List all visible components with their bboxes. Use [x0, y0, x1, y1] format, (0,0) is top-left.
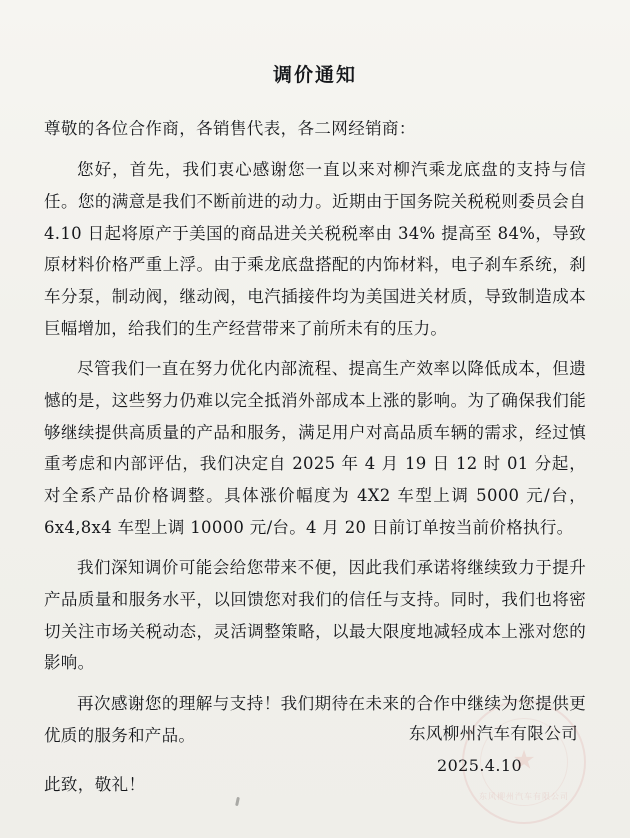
paragraph-4: 再次感谢您的理解与支持！我们期待在未来的合作中继续为您提供更优质的服务和产品。 — [44, 694, 586, 745]
signature-block — [409, 717, 578, 782]
page-title: 调价通知 — [272, 64, 357, 86]
paper-speck — [235, 797, 240, 806]
signature-date: 2025.4.10 — [437, 756, 523, 775]
stamp-star-icon: ★ — [512, 745, 536, 776]
paragraph-2: 尽管我们一直在努力优化内部流程、提高生产效率以降低成本，但遗憾的是，这些努力仍难以完全抵消外部成本上涨的影响。为了确保我们能够继续提供高质量的产品和服务，满足用户对高品质车辆的需求，经过慎重考虑和内部评估，我们决定自 2025 年 4 月 19 日 12 时 01 分起，对全系产品价格调整。具体涨价幅度为 4X2 车型上调 5000 元/台，6x4,8x4 车型上调 10000 元/台。4 月 20 日前订单按当前价格执行。 — [44, 359, 586, 537]
paragraph-3: 我们深知调价可能会给您带来不便，因此我们承诺将继续致力于提升产品质量和服务水平，以回馈您对我们的信任与支持。同时，我们也将密切关注市场关税动态，灵活调整策略，以最大限度地减轻成本上涨对您的影响。 — [44, 558, 586, 673]
closing-line: 此致，敬礼！ — [44, 775, 146, 795]
salutation: 尊敬的各位合作商，各销售代表，各二网经销商： — [44, 119, 416, 138]
stamp-text: 东风柳州汽车有限公司 — [479, 792, 569, 801]
signature-company: 东风柳州汽车有限公司 — [409, 724, 578, 743]
paragraph-1: 您好，首先，我们衷心感谢您一直以来对柳汽乘龙底盘的支持与信任。您的满意是我们不断前进的动力。近期由于国务院关税税则委员会自 4.10 日起将原产于美国的商品进关关税税率由 34% 提高至 84%，导致原材料价格严重上浮。由于乘龙底盘搭配的内饰材料，电子刹车系统，刹车分泵，制动阀，继动阀，电汽插接件均为美国进关材质，导致制造成本巨幅增加，给我们的生产经营带来了前所未有的压力。 — [44, 160, 586, 338]
